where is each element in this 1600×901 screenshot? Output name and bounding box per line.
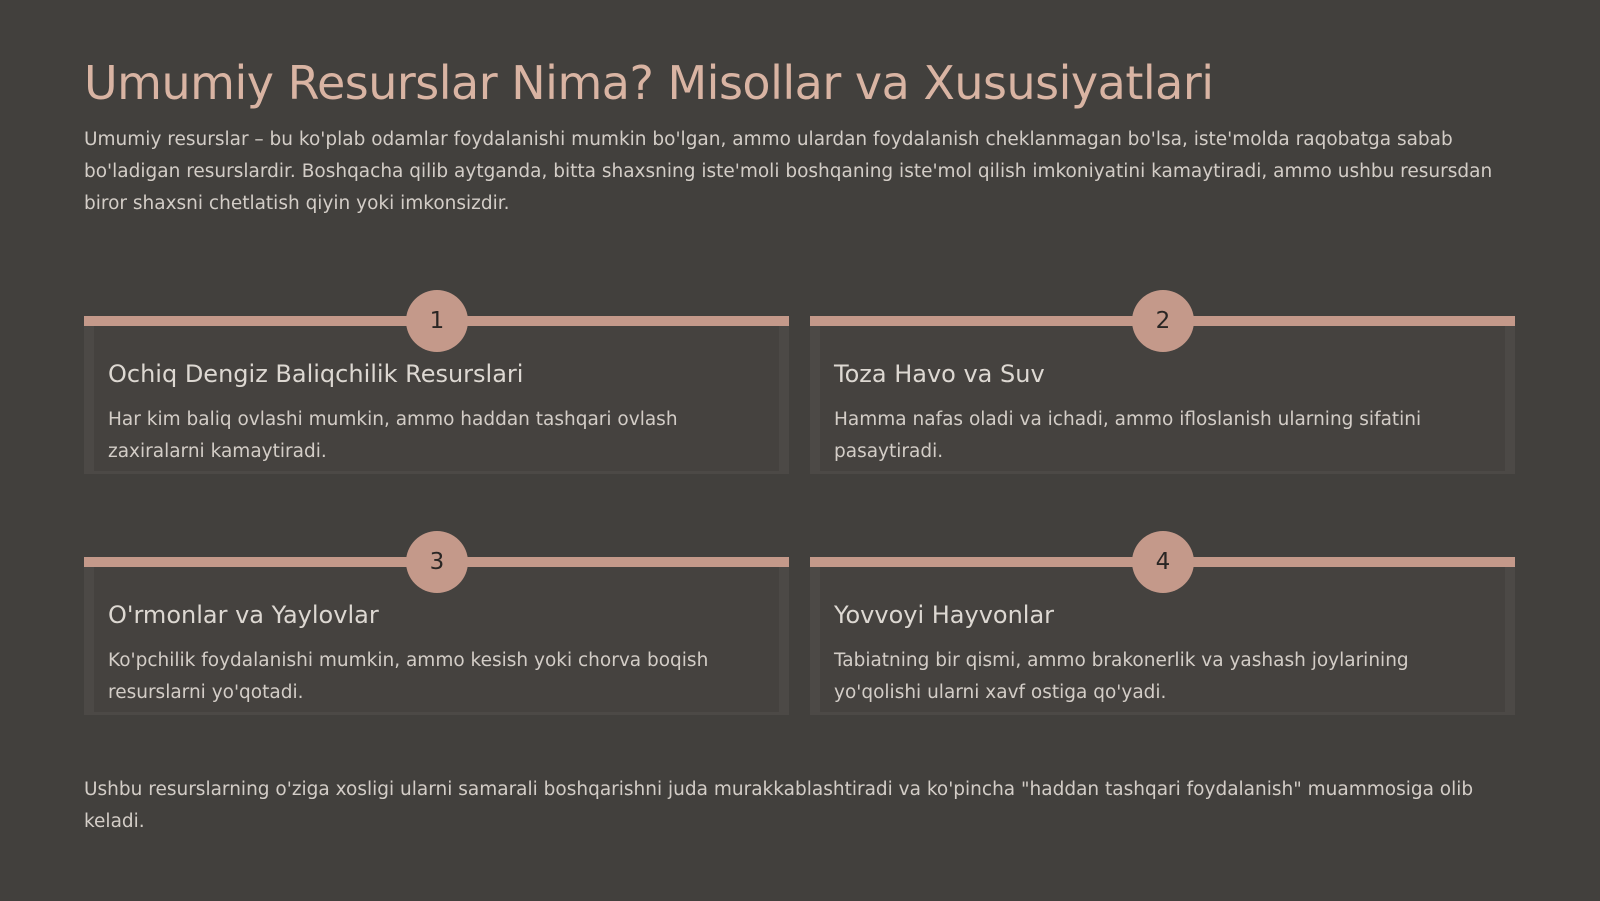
card-description: Har kim baliq ovlashi mumkin, ammo haddan tashqari ovlash zaxiralarni kamaytiradi.	[108, 409, 678, 462]
example-card-2	[810, 290, 1515, 474]
card-heading: Yovvoyi Hayvonlar	[834, 601, 1055, 629]
page-title: Umumiy Resurslar Nima? Misollar va Xususiyatlari	[84, 56, 1214, 110]
number-badge: 3	[406, 531, 468, 593]
card-heading: O'rmonlar va Yaylovlar	[108, 601, 379, 629]
example-card-4	[810, 531, 1515, 715]
example-card-1	[84, 290, 789, 474]
conclusion-paragraph: Ushbu resurslarning o'ziga xosligi ularni samarali boshqarishni juda murakkablashtiradi va ko'pincha "haddan tashqari foydalanish" muammosiga olib keladi.	[84, 779, 1474, 832]
card-heading: Ochiq Dengiz Baliqchilik Resurslari	[108, 360, 524, 388]
card-description: Ko'pchilik foydalanishi mumkin, ammo kesish yoki chorva boqish resurslarni yo'qotadi.	[108, 650, 709, 703]
number-badge: 4	[1132, 531, 1194, 593]
intro-paragraph: Umumiy resurslar – bu ko'plab odamlar foydalanishi mumkin bo'lgan, ammo ulardan foydalanish cheklanmagan bo'lsa, iste'molda raqobatga sabab bo'ladigan resurslardir. Boshqacha qilib aytganda, bitta shaxsning iste'moli boshqaning iste'mol qilish imkoniyatini kamaytiradi, ammo ushbu resursdan biror shaxsni chetlatish qiyin yoki imkonsizdir.	[84, 129, 1493, 214]
card-heading: Toza Havo va Suv	[834, 360, 1045, 388]
example-card-3	[84, 531, 789, 715]
number-badge: 2	[1132, 290, 1194, 352]
card-description: Hamma nafas oladi va ichadi, ammo ifloslanish ularning sifatini pasaytiradi.	[834, 409, 1422, 462]
card-description: Tabiatning bir qismi, ammo brakonerlik va yashash joylarining yo'qolishi ularni xavf ostiga qo'yadi.	[834, 650, 1409, 703]
number-badge: 1	[406, 290, 468, 352]
